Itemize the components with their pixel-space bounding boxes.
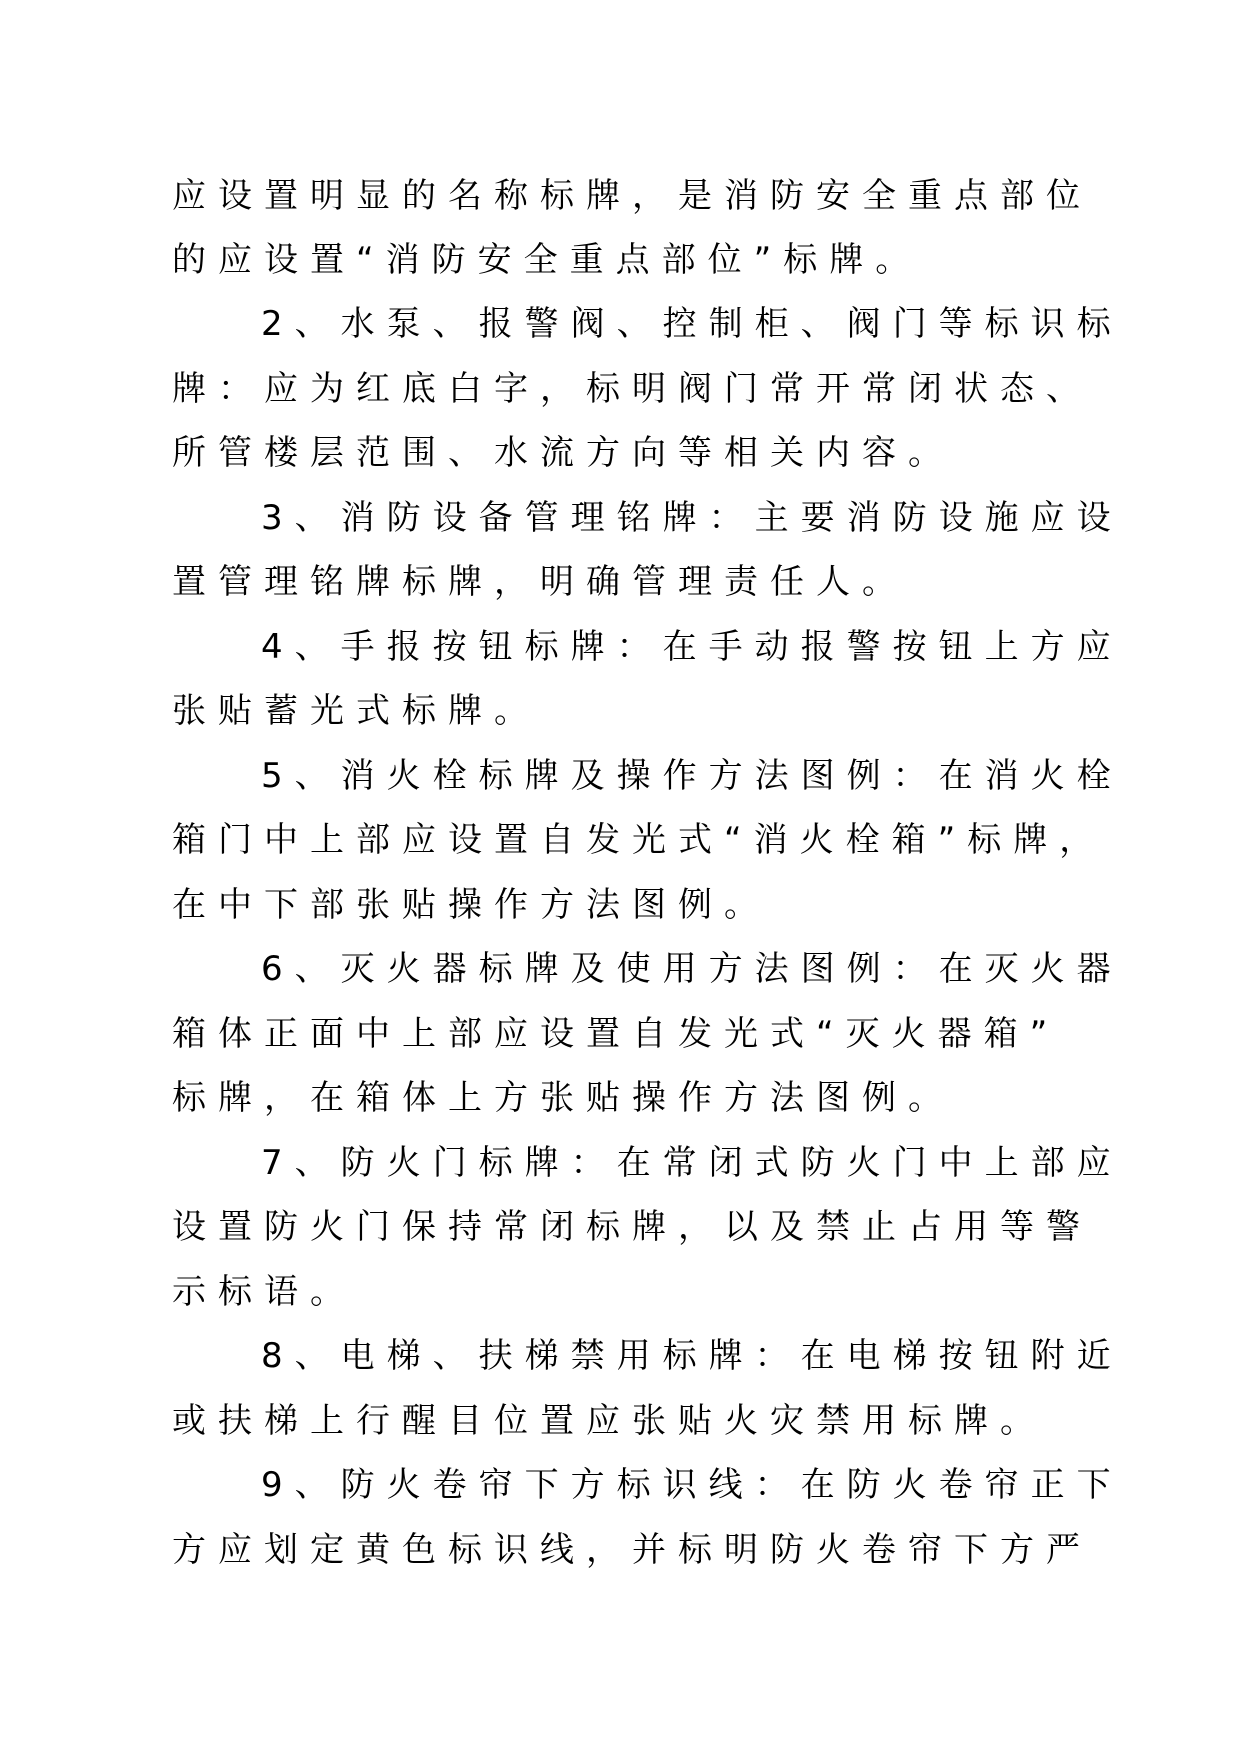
text-line: 牌：应为红底白字，标明阀门常开常闭状态、 <box>172 369 1092 409</box>
text-line: 标牌，在箱体上方张贴操作方法图例。 <box>172 1078 954 1118</box>
paragraph-start-line: 9、防火卷帘下方标识线：在防火卷帘正下 <box>261 1465 1123 1505</box>
text-line: 箱门中上部应设置自发光式“消火栓箱”标牌， <box>172 820 1106 860</box>
paragraph-start-line: 6、灭火器标牌及使用方法图例：在灭火器 <box>261 949 1123 989</box>
paragraph-start-line: 2、水泵、报警阀、控制柜、阀门等标识标 <box>261 304 1123 344</box>
text-line: 的应设置“消防安全重点部位”标牌。 <box>172 240 922 280</box>
paragraph-start-line: 8、电梯、扶梯禁用标牌：在电梯按钮附近 <box>261 1336 1123 1376</box>
paragraph-start-line: 3、消防设备管理铭牌：主要消防设施应设 <box>261 498 1123 538</box>
text-line: 应设置明显的名称标牌，是消防安全重点部位 <box>172 176 1092 216</box>
text-line: 方应划定黄色标识线，并标明防火卷帘下方严 <box>172 1530 1092 1570</box>
paragraph-start-line: 5、消火栓标牌及操作方法图例：在消火栓 <box>261 756 1123 796</box>
text-line: 张贴蓄光式标牌。 <box>172 691 540 731</box>
text-line: 置管理铭牌标牌，明确管理责任人。 <box>172 562 908 602</box>
text-line: 箱体正面中上部应设置自发光式“灭火器箱” <box>172 1014 1060 1054</box>
text-line: 设置防火门保持常闭标牌，以及禁止占用等警 <box>172 1207 1092 1247</box>
paragraph-start-line: 4、手报按钮标牌：在手动报警按钮上方应 <box>261 627 1123 667</box>
text-line: 在中下部张贴操作方法图例。 <box>172 885 770 925</box>
text-line: 或扶梯上行醒目位置应张贴火灾禁用标牌。 <box>172 1401 1046 1441</box>
text-line: 示标语。 <box>172 1272 356 1312</box>
text-line: 所管楼层范围、水流方向等相关内容。 <box>172 433 954 473</box>
paragraph-start-line: 7、防火门标牌：在常闭式防火门中上部应 <box>261 1143 1123 1183</box>
